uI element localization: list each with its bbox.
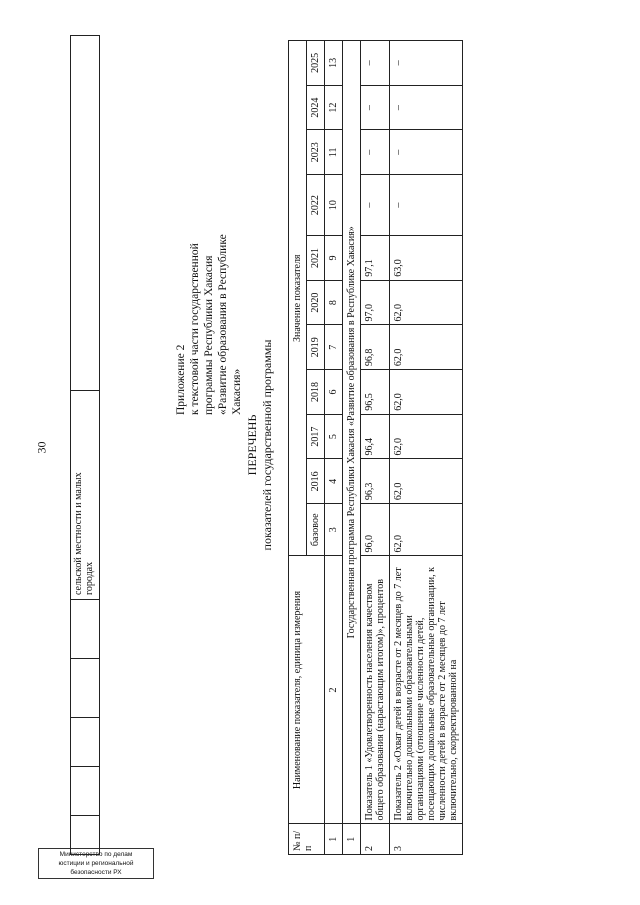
table-cell — [71, 718, 100, 767]
appendix-note — [174, 85, 244, 415]
table-row — [361, 41, 390, 855]
header-year: 2022 — [307, 175, 325, 236]
appendix-line: Хакасия» — [231, 368, 243, 415]
table-cell — [71, 767, 100, 816]
table-row — [390, 41, 463, 855]
row-value: – — [361, 85, 390, 130]
stamp-line: безопасности РХ — [70, 869, 122, 876]
page-number: 30 — [34, 441, 49, 454]
section-num: 1 — [343, 824, 361, 855]
row-value: 97,0 — [361, 280, 390, 325]
stamp-line: Министерство по делам — [59, 851, 133, 858]
row-value: 62,0 — [390, 280, 463, 325]
row-value: 96,8 — [361, 325, 390, 370]
index-cell: 4 — [325, 459, 343, 504]
header-year: 2020 — [307, 280, 325, 325]
row-value: 62,0 — [390, 325, 463, 370]
row-value: – — [390, 85, 463, 130]
header-values: Значение показателя — [289, 41, 307, 556]
section-title: Государственная программа Республики Хакасия «Развитие образования в Республике Хакасия» — [343, 41, 361, 825]
header-year: 2019 — [307, 325, 325, 370]
appendix-line: «Развитие образования в Республике — [217, 234, 229, 415]
row-value: 96,3 — [361, 459, 390, 504]
index-cell: 11 — [325, 130, 343, 175]
rotated-page — [70, 35, 630, 855]
header-year: базовое — [307, 504, 325, 556]
row-value: 96,4 — [361, 414, 390, 459]
index-cell: 7 — [325, 325, 343, 370]
index-cell: 12 — [325, 85, 343, 130]
row-value: 96,0 — [361, 504, 390, 556]
header-year: 2025 — [307, 41, 325, 86]
index-cell: 9 — [325, 236, 343, 281]
row-value: – — [390, 41, 463, 86]
header-year: 2023 — [307, 130, 325, 175]
table-cell — [71, 816, 100, 855]
index-cell: 6 — [325, 370, 343, 415]
title-sub: показателей государственной программы — [260, 339, 274, 551]
header-num: № п/п — [289, 824, 325, 855]
header-year: 2016 — [307, 459, 325, 504]
table-cell — [71, 659, 100, 718]
row-value: 62,0 — [390, 370, 463, 415]
row-value: – — [390, 175, 463, 236]
stamp-line: юстиции и региональной — [58, 860, 134, 867]
previous-table-fragment — [70, 35, 100, 855]
row-num: 3 — [390, 824, 463, 855]
header-year: 2018 — [307, 370, 325, 415]
row-value: 63,0 — [390, 236, 463, 281]
row-value: 96,5 — [361, 370, 390, 415]
appendix-line: к текстовой части государственной — [189, 243, 201, 415]
row-value: 62,0 — [390, 414, 463, 459]
row-num: 2 — [361, 824, 390, 855]
index-cell: 5 — [325, 414, 343, 459]
index-cell: 13 — [325, 41, 343, 86]
appendix-line: Приложение 2 — [175, 344, 187, 415]
row-value: – — [361, 41, 390, 86]
row-value: 97,1 — [361, 236, 390, 281]
table-cell — [71, 600, 100, 659]
title-main: ПЕРЕЧЕНЬ — [245, 414, 259, 476]
index-cell: 2 — [325, 556, 343, 824]
index-cell: 10 — [325, 175, 343, 236]
row-value: – — [361, 175, 390, 236]
appendix-line: программы Республики Хакасия — [203, 255, 215, 415]
table-cell-label — [71, 391, 100, 600]
row-value: – — [390, 130, 463, 175]
row-value: 62,0 — [390, 504, 463, 556]
row-value: – — [361, 130, 390, 175]
index-cell: 8 — [325, 280, 343, 325]
index-cell: 1 — [325, 824, 343, 855]
indicators-table — [288, 40, 463, 855]
table-cell — [71, 36, 100, 391]
row-name: Показатель 2 «Охват детей в возрасте от 2 месяцев до 7 лет включительно дошкольными образовательными организациями (отношение численности детей, посещающих дошкольные образовательные организации, к численности детей в возрасте от 2 месяцев до 7 лет включительно, скорректированной на — [390, 556, 463, 824]
row-name: Показатель 1 «Удовлетворенность населения качеством общего образования (нарастающим итогом)», процентов — [361, 556, 390, 824]
row-value: 62,0 — [390, 459, 463, 504]
cell-text: сельской местности и малых — [73, 472, 84, 595]
document-title — [245, 35, 275, 855]
cell-text: городах — [84, 561, 95, 595]
header-year: 2021 — [307, 236, 325, 281]
header-year: 2024 — [307, 85, 325, 130]
index-cell: 3 — [325, 504, 343, 556]
header-year: 2017 — [307, 414, 325, 459]
header-name: Наименование показателя, единица измерения — [289, 556, 325, 824]
